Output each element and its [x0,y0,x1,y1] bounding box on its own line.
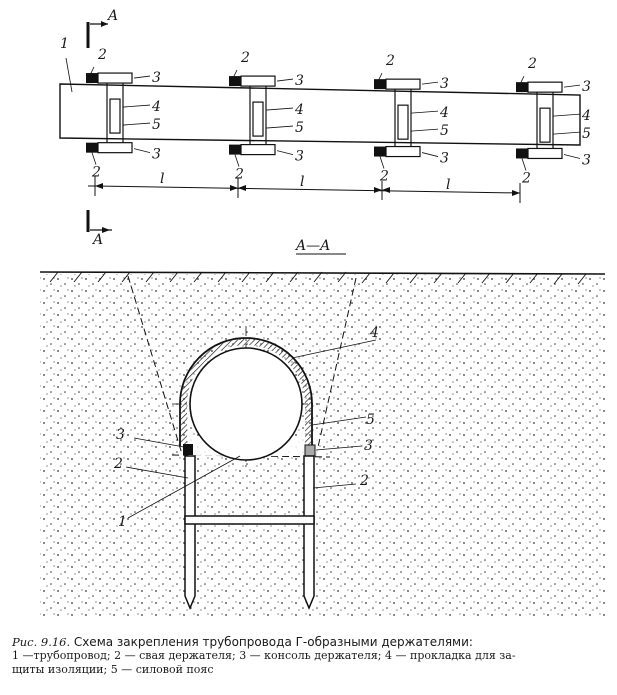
console-top-3 [386,79,420,89]
console-right [305,445,315,456]
label-console-bottom-4: 3 [582,152,591,169]
label-gasket-3: 4 [440,105,449,122]
figure-number: Рис. 9.16. [12,635,71,649]
spacing-label-3: l [446,177,451,193]
gasket-top-2 [253,102,263,136]
label-console-left-section: 3 [116,427,125,443]
label-gasket-2: 4 [295,102,304,119]
label-belt-3: 5 [440,123,449,140]
console-top-2 [241,76,275,86]
label-belt-4: 5 [582,126,591,143]
console-bottom-3 [386,147,420,157]
label-belt-section: 5 [366,412,375,428]
pipe-top-view [60,36,580,145]
holder-2 [229,70,293,167]
console-left [183,444,193,455]
console-top-1 [98,73,132,83]
caption-legend-line-1: 1 —трубопровод; 2 — свая держателя; 3 — консоль держателя; 4 — прокладка для за- [12,649,516,662]
pile-top-2 [229,76,241,86]
pile-right [304,456,314,608]
label-pipe-top: 1 [60,36,69,52]
gasket-top-1 [110,99,120,133]
label-console-top-3: 3 [440,76,449,93]
label-pile-top-3: 2 [386,53,395,70]
label-pile-right-section: 2 [360,473,369,489]
gasket-top-4 [540,108,550,142]
label-console-right-section: 3 [364,438,373,454]
label-pile-bottom-4: 2 [522,170,531,187]
dimension-spacing [88,168,520,203]
pile-top-1 [86,73,98,83]
holder-3 [374,73,438,168]
pile-bottom-1 [86,143,98,153]
caption-legend-line-2: щиты изоляции; 5 — силовой пояс [12,663,214,676]
gasket-top-3 [398,105,408,139]
pile-bottom-2 [229,145,241,155]
holder-1 [86,67,150,165]
label-console-bottom-3: 3 [440,150,449,167]
pile-bottom-3 [374,147,386,157]
holders-top-view [86,47,591,186]
label-console-top-4: 3 [582,79,591,96]
pile-left [185,456,195,608]
section-marker-bottom [88,210,112,248]
pile-top-3 [374,79,386,89]
label-pile-top-4: 2 [528,56,537,73]
section-letter-bottom: A [93,232,104,248]
label-belt-1: 5 [152,117,161,134]
spacing-label-2: l [300,174,305,190]
top-view [60,8,591,248]
label-pipe-section: 1 [118,514,127,530]
section-title: A—A [296,238,331,254]
console-bottom-1 [98,143,132,153]
console-bottom-2 [241,145,275,155]
label-pile-top-1: 2 [98,47,107,64]
pile-crossbar [185,516,314,524]
label-gasket-1: 4 [152,99,161,116]
figure-caption [12,635,612,677]
ground-surface [40,272,605,274]
soil-fill [40,274,605,619]
label-pile-left-section: 2 [114,456,123,472]
label-belt-2: 5 [295,120,304,137]
label-pile-bottom-3: 2 [380,168,389,185]
pile-bottom-4 [516,148,528,158]
spacing-label-1: l [160,171,165,187]
label-pile-bottom-1: 2 [92,164,101,181]
console-top-4 [528,82,562,92]
section-marker-top [88,8,118,48]
label-console-bottom-2: 3 [295,148,304,165]
label-pile-bottom-2: 2 [235,166,244,183]
label-console-bottom-1: 3 [152,146,161,163]
section-letter-top: A [108,8,119,24]
section-view [40,238,605,619]
label-gasket-section: 4 [370,325,379,341]
console-bottom-4 [528,148,562,158]
figure-title: Схема закрепления трубопровода Г-образными держателями: [73,635,473,649]
pile-top-4 [516,82,528,92]
label-console-top-2: 3 [295,73,304,90]
label-pile-top-2: 2 [241,50,250,67]
label-console-top-1: 3 [152,70,161,87]
label-gasket-4: 4 [582,108,591,125]
holder-4 [516,76,580,170]
caption-heading [12,635,612,649]
